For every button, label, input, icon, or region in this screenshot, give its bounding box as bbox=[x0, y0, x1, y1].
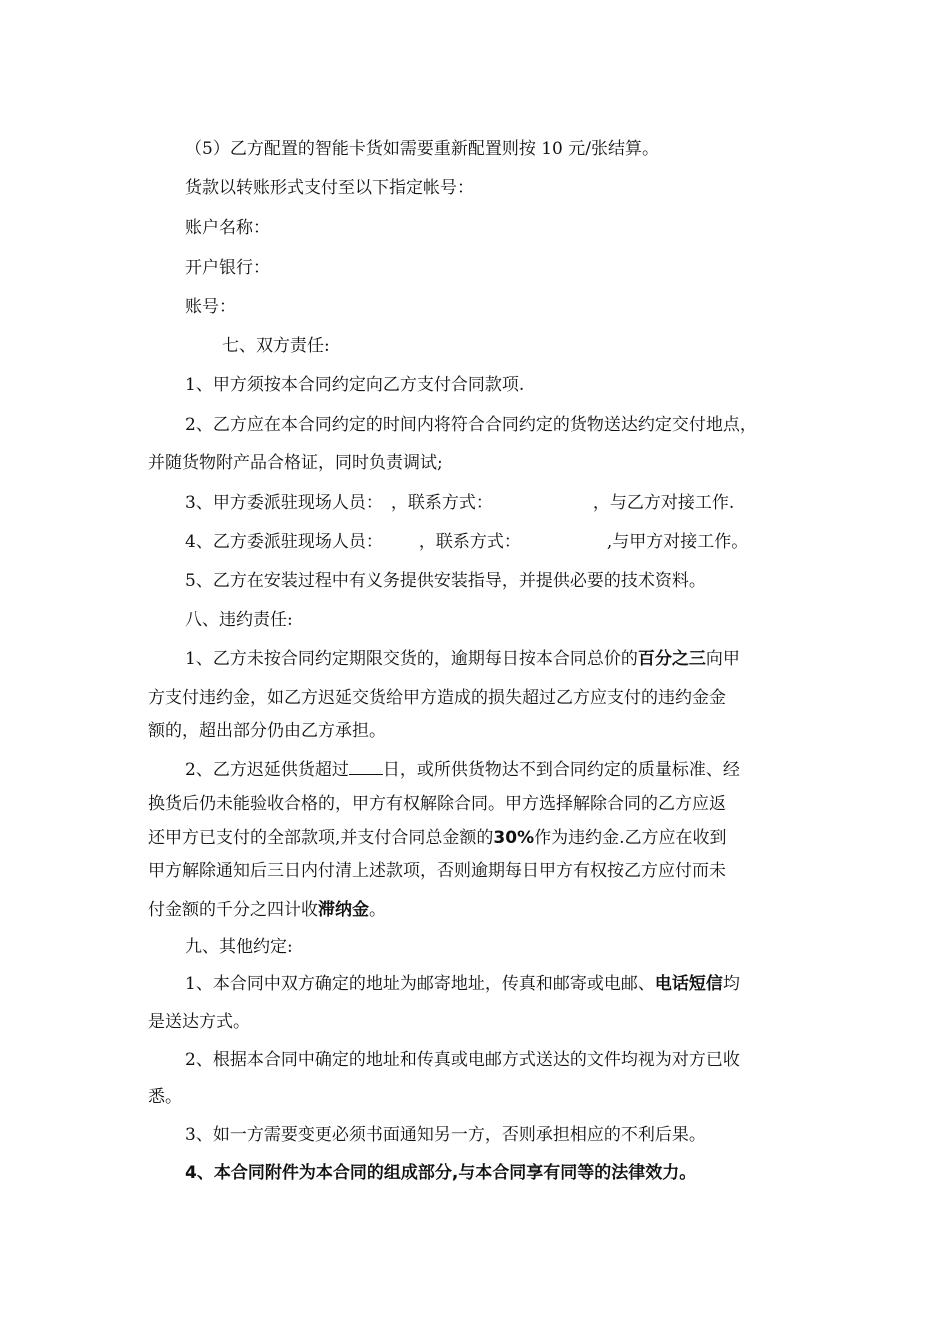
clause-7-item-3-part3: ，与乙方对接工作. bbox=[592, 493, 735, 513]
clause-7-item-5: 5、乙方在安装过程中有义务提供安装指导，并提供必要的技术资料。 bbox=[185, 571, 706, 591]
clause-9-item-3: 3、如一方需要变更必须书面通知另一方，否则承担相应的不利后果。 bbox=[185, 1125, 706, 1145]
clause-7-item-4-part3: ,与甲方对接工作。 bbox=[606, 532, 749, 552]
late-fee-term: 滞纳金 bbox=[318, 900, 369, 920]
clause-8-item-2-cont4-part3: 。 bbox=[369, 900, 386, 920]
clause-8-item-1-cont2: 额的，超出部分仍由乙方承担。 bbox=[148, 721, 386, 741]
clause-9-item-2: 2、根据本合同中确定的地址和传真或电邮方式送达的文件均视为对方已收 bbox=[185, 1050, 740, 1070]
clause-7-item-1: 1、甲方须按本合同约定向乙方支付合同款项. bbox=[185, 375, 525, 395]
payment-method-text: 货款以转账形式支付至以下指定帐号： bbox=[185, 178, 474, 198]
clause-7-item-2-cont: 并随货物附产品合格证，同时负责调试; bbox=[148, 453, 443, 473]
clause-8-item-2-cont4 bbox=[148, 898, 386, 922]
clause-8-item-2-part2: 日，或所供货物达不到合同约定的质量标准、经 bbox=[382, 760, 740, 780]
section-7-heading: 七、双方责任: bbox=[222, 336, 330, 356]
clause-9-item-4: 4、本合同附件为本合同的组成部分,与本合同享有同等的法律效力。 bbox=[185, 1163, 697, 1183]
clause-9-item-1-part3: 均 bbox=[722, 974, 740, 994]
clause-9-item-1-cont: 是送达方式。 bbox=[148, 1012, 250, 1032]
clause-7-item-2: 2、乙方应在本合同约定的时间内将符合合同约定的货物送达约定交付地点， bbox=[185, 415, 757, 435]
penalty-percent: 30% bbox=[493, 828, 535, 848]
clause-7-item-4 bbox=[185, 530, 748, 554]
clause-9-item-2-cont: 悉。 bbox=[148, 1087, 182, 1107]
sms-term: 电话短信 bbox=[654, 974, 723, 994]
blank-underline bbox=[349, 758, 383, 775]
clause-8-item-2 bbox=[185, 758, 740, 782]
clause-8-item-2-cont2 bbox=[148, 826, 727, 850]
clause-8-item-2-cont2-part1: 还甲方已支付的全部款项,并支付合同总金额的 bbox=[148, 828, 494, 848]
clause-7-item-3 bbox=[185, 491, 734, 515]
clause-8-item-1-part3: 向甲 bbox=[705, 649, 740, 669]
account-name-label: 账户名称： bbox=[185, 218, 270, 238]
clause-9-item-1 bbox=[185, 972, 740, 996]
clause-7-item-4-part2: ，联系方式： bbox=[418, 532, 521, 552]
clause-8-item-1-cont1: 方支付违约金，如乙方迟延交货给甲方造成的损失超过乙方应支付的违约金金 bbox=[148, 688, 726, 708]
clause-8-item-2-part1: 2、乙方迟延供货超过 bbox=[185, 760, 349, 780]
clause-7-item-4-part1: 4、乙方委派驻现场人员： bbox=[185, 532, 383, 552]
clause-7-item-3-part1: 3、甲方委派驻现场人员： bbox=[185, 493, 383, 513]
clause-8-item-1-part1: 1、乙方未按合同约定期限交货的，逾期每日按本合同总价的 bbox=[185, 649, 638, 669]
section-8-heading: 八、违约责任: bbox=[185, 610, 293, 630]
account-number-label: 账号： bbox=[185, 297, 236, 317]
section-9-heading: 九、其他约定: bbox=[185, 937, 293, 957]
clause-9-item-1-part1: 1、本合同中双方确定的地址为邮寄地址，传真和邮寄或电邮、 bbox=[185, 974, 655, 994]
clause-8-item-1 bbox=[185, 647, 740, 671]
bank-name-label: 开户银行： bbox=[185, 258, 270, 278]
clause-8-item-2-cont2-part3: 作为违约金.乙方应在收到 bbox=[534, 828, 727, 848]
clause-8-item-1-bold: 百分之三 bbox=[637, 649, 706, 669]
clause-7-item-3-part2: ，联系方式： bbox=[390, 493, 493, 513]
clause-8-item-2-cont4-part1: 付金额的千分之四计收 bbox=[148, 900, 318, 920]
clause-6-item-5: （5）乙方配置的智能卡货如需要重新配置则按 10 元/张结算。 bbox=[185, 139, 659, 159]
clause-8-item-2-cont3: 甲方解除通知后三日内付清上述款项，否则逾期每日甲方有权按乙方应付而未 bbox=[148, 861, 726, 881]
clause-8-item-2-cont1: 换货后仍未能验收合格的，甲方有权解除合同。甲方选择解除合同的乙方应返 bbox=[148, 794, 726, 814]
